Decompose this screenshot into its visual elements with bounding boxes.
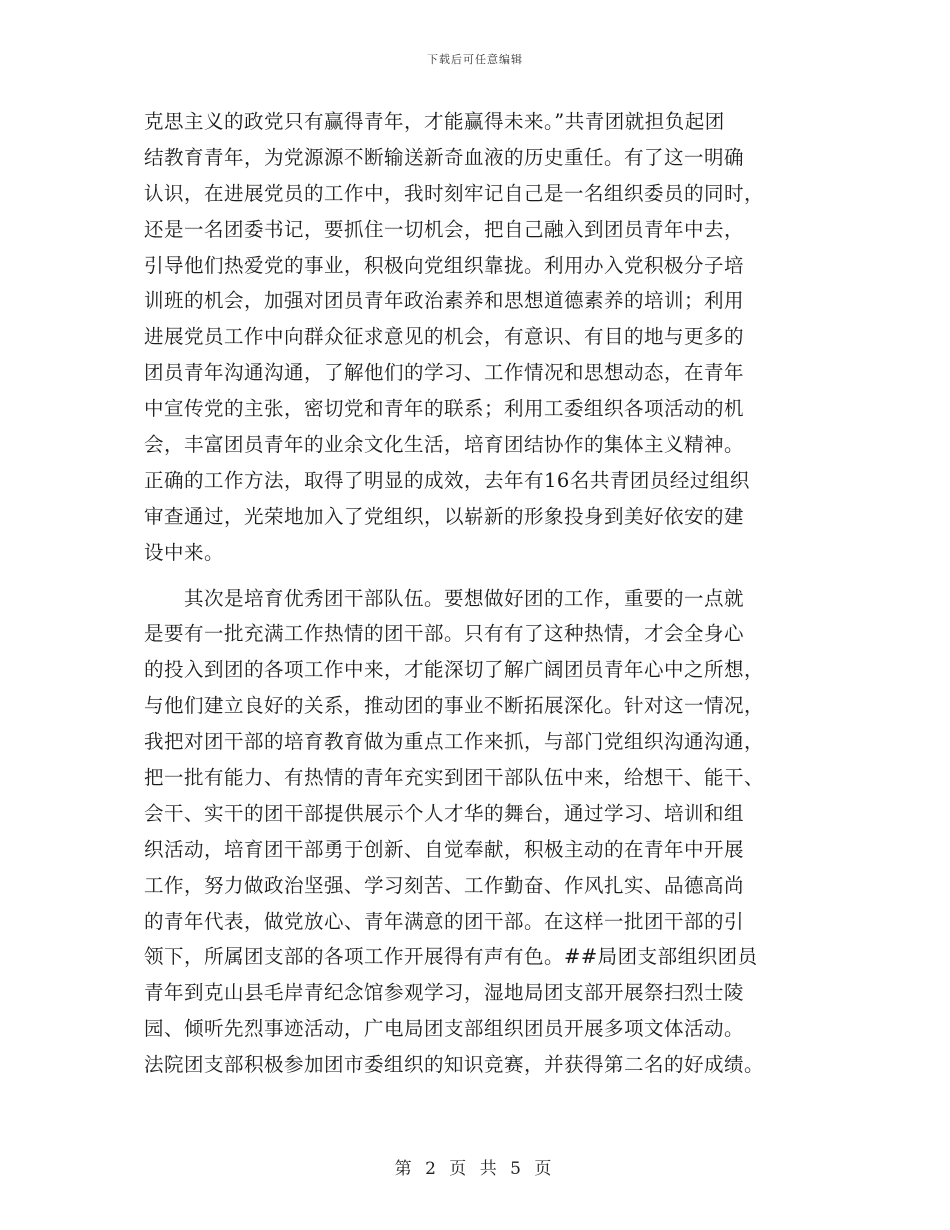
text-line: 正确的工作方法，取得了明显的成效，去年有16名共青团员经过组织 bbox=[144, 468, 750, 492]
text-line: 的投入到团的各项工作中来，才能深切了解广阔团员青年心中之所想， bbox=[144, 658, 765, 682]
page-header: 下载后可任意编辑 bbox=[427, 53, 523, 66]
text-line: 工作，努力做政治坚强、学习刻苦、工作勤奋、作风扎实、品德高尚 bbox=[144, 873, 745, 897]
text-line: 是要有一批充满工作热情的团干部。只有有了这种热情，才会全身心 bbox=[144, 622, 745, 646]
text-line: 法院团支部积极参加团市委组织的知识竞赛，并获得第二名的好成绩。 bbox=[144, 1053, 765, 1077]
text-line: 审查通过，光荣地加入了党组织，以崭新的形象投身到美好依安的建 bbox=[144, 504, 745, 528]
page-footer: 第 2 页 共 5 页 bbox=[394, 1159, 556, 1179]
text-line: 会干、实干的团干部提供展示个人才华的舞台，通过学习、培训和组 bbox=[144, 801, 745, 825]
document-body bbox=[144, 104, 808, 1083]
text-line: 青年到克山县毛岸青纪念馆参观学习，湿地局团支部开展祭扫烈士陵 bbox=[144, 981, 745, 1005]
text-line: 织活动，培育团干部勇于创新、自觉奉献，积极主动的在青年中开展 bbox=[144, 837, 745, 861]
paragraph-gap bbox=[144, 571, 808, 581]
text-line: 与他们建立良好的关系，推动团的事业不断拓展深化。针对这一情况， bbox=[144, 694, 765, 718]
text-line: 引导他们热爱党的事业，积极向党组织靠拢。利用办入党积极分子培 bbox=[144, 253, 745, 277]
text-line: 还是一名团委书记，要抓住一切机会，把自己融入到团员青年中去， bbox=[144, 217, 745, 241]
paragraph-2 bbox=[144, 581, 808, 1083]
text-line-indented: 其次是培育优秀团干部队伍。要想做好团的工作，重要的一点就 bbox=[184, 586, 745, 610]
text-line: 的青年代表，做党放心、青年满意的团干部。在这样一批团干部的引 bbox=[144, 909, 745, 933]
text-line: 进展党员工作中向群众征求意见的机会，有意识、有目的地与更多的 bbox=[144, 325, 745, 349]
text-line: 我把对团干部的培育教育做为重点工作来抓，与部门党组织沟通沟通， bbox=[144, 730, 765, 754]
text-line: 把一批有能力、有热情的青年充实到团干部队伍中来，给想干、能干、 bbox=[144, 766, 765, 790]
text-line: 训班的机会，加强对团员青年政治素养和思想道德素养的培训；利用 bbox=[144, 289, 745, 313]
text-line: 领下，所属团支部的各项工作开展得有声有色。##局团支部组织团员 bbox=[144, 945, 758, 969]
text-line: 会，丰富团员青年的业余文化生活，培育团结协作的集体主义精神。 bbox=[144, 433, 745, 457]
text-line: 认识，在进展党员的工作中，我时刻牢记自己是一名组织委员的同时， bbox=[144, 181, 765, 205]
text-line: 团员青年沟通沟通，了解他们的学习、工作情况和思想动态，在青年 bbox=[144, 361, 745, 385]
text-line: 克思主义的政党只有赢得青年，才能赢得未来。”共青团就担负起团 bbox=[144, 110, 725, 133]
text-line: 园、倾听先烈事迹活动，广电局团支部组织团员开展多项文体活动。 bbox=[144, 1017, 745, 1041]
text-line: 设中来。 bbox=[144, 540, 225, 564]
text-line: 中宣传党的主张，密切党和青年的联系；利用工委组织各项活动的机 bbox=[144, 397, 745, 421]
paragraph-1 bbox=[144, 104, 808, 571]
text-line: 结教育青年，为党源源不断输送新奇血液的历史重任。有了这一明确 bbox=[144, 145, 745, 169]
